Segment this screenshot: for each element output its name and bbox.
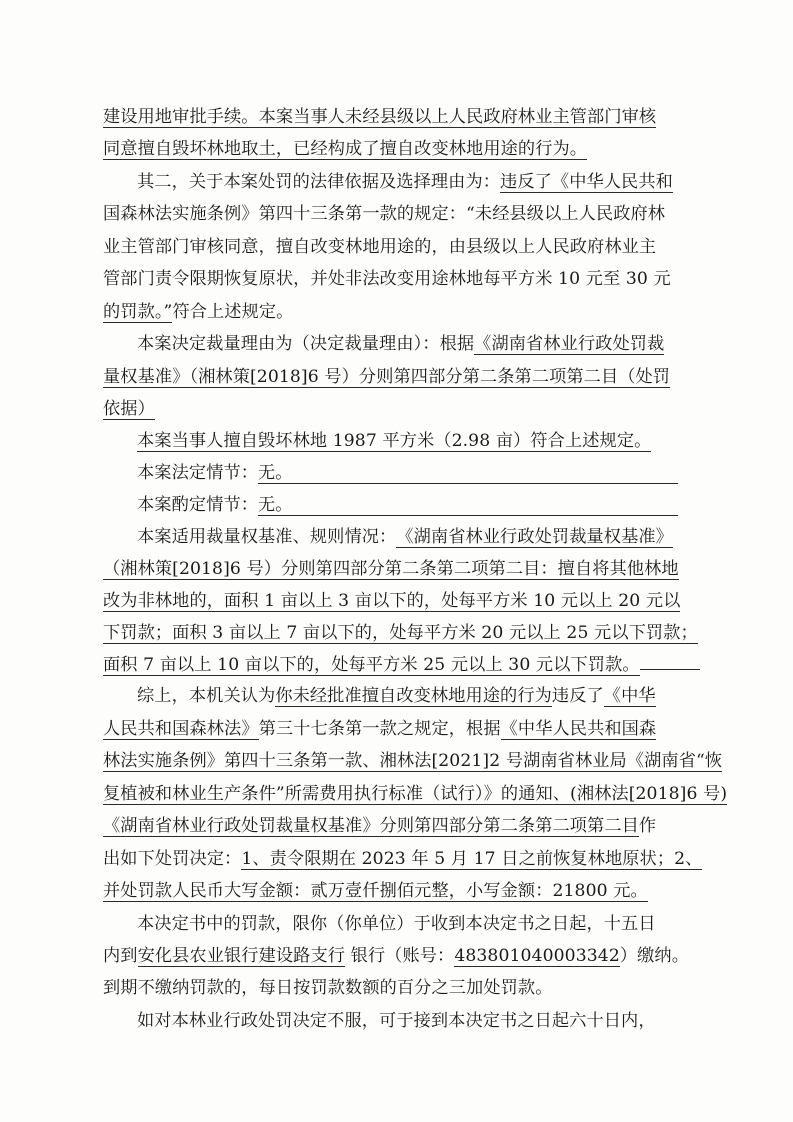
trailing-blank xyxy=(640,653,700,670)
line-19: 综上，本机关认为你未经批准擅自改变林地用途的行为违反了《中华 xyxy=(137,686,656,706)
line-26: 本决定书中的罚款，限你（你单位）于收到本决定书之日起，十五日 xyxy=(137,914,656,934)
line-03: 其二，关于本案处罚的法律依据及选择理由为：违反了《中华人民共和 xyxy=(137,172,673,192)
line-27: 内到安化县农业银行建设路支行 银行（账号：483801040003342）缴纳。 xyxy=(103,946,690,966)
line-15: （湘林策[2018]6 号）分则第四部分第二条第二项第二目：擅自将其他林地 xyxy=(103,559,679,579)
line-04: 国森林法实施条例》第四十三条第一款的规定：“未经县级以上人民政府林 xyxy=(103,204,666,224)
line-17: 下罚款；面积 3 亩以上 7 亩以下的，处每平方米 20 元以上 25 元以下罚款； xyxy=(103,623,698,643)
line-10: 依据） xyxy=(103,399,155,419)
line-05: 业主管部门审核同意，擅自改变林地用途的，由县级以上人民政府林业主 xyxy=(103,237,657,257)
line-25: 并处罚款人民币大写金额：贰万壹仟捌佰元整，小写金额：21800 元。 xyxy=(103,881,648,901)
line-02: 同意擅自毁坏林地取土，已经构成了擅自改变林地用途的行为。 xyxy=(103,139,588,159)
line-11: 本案当事人擅自毁坏林地 1987 平方米（2.98 亩）符合上述规定。 xyxy=(137,431,652,451)
line-07: 的罚款。”符合上述规定。 xyxy=(103,302,294,322)
line-09: 量权基准》（湘林策[2018]6 号）分则第四部分第二条第二项第二目（处罚 xyxy=(103,367,671,387)
line-12: 本案法定情节：无。 xyxy=(137,462,678,484)
line-06: 管部门责令限期恢复原状，并处非法改变用途林地每平方米 10 元至 30 元 xyxy=(103,269,671,289)
line-20: 人民共和国森林法》第三十七条第一款之规定，根据《中华人民共和国森 xyxy=(103,719,657,739)
line-08: 本案决定裁量理由为（决定裁量理由）：根据《湖南省林业行政处罚裁 xyxy=(137,334,665,354)
line-01: 建设用地审批手续。本案当事人未经县级以上人民政府林业主管部门审核 xyxy=(103,107,657,127)
line-29: 如对本林业行政处罚决定不服，可于接到本决定书之日起六十日内， xyxy=(137,1011,656,1031)
line-23: 《湖南省林业行政处罚裁量权基准》分则第四部分第二条第二项第二目作 xyxy=(103,816,657,836)
line-14: 本案适用裁量权基准、规则情况：《湖南省林业行政处罚裁量权基准》 xyxy=(137,527,673,547)
line-21: 林法实施条例》第四十三条第一款、湘林法[2021]2 号湖南省林业局《湖南省“恢 xyxy=(103,751,723,771)
line-16: 改为非林地的，面积 1 亩以上 3 亩以下的，处每平方米 10 元以上 20 元以 xyxy=(103,591,681,611)
line-28: 到期不缴纳罚款的，每日按罚款数额的百分之三加处罚款。 xyxy=(103,978,553,998)
line-24: 出如下处罚决定：1、责令限期在 2023 年 5 月 17 日之前恢复林地原状；2、 xyxy=(103,849,703,869)
line-13: 本案酌定情节：无。 xyxy=(137,494,678,516)
line-18: 面积 7 亩以上 10 亩以下的，处每平方米 25 元以上 30 元以下罚款。 xyxy=(103,653,700,676)
line-22: 复植被和林业生产条件”所需费用执行标准（试行）》的通知、(湘林法[2018]6 号) xyxy=(103,784,728,804)
